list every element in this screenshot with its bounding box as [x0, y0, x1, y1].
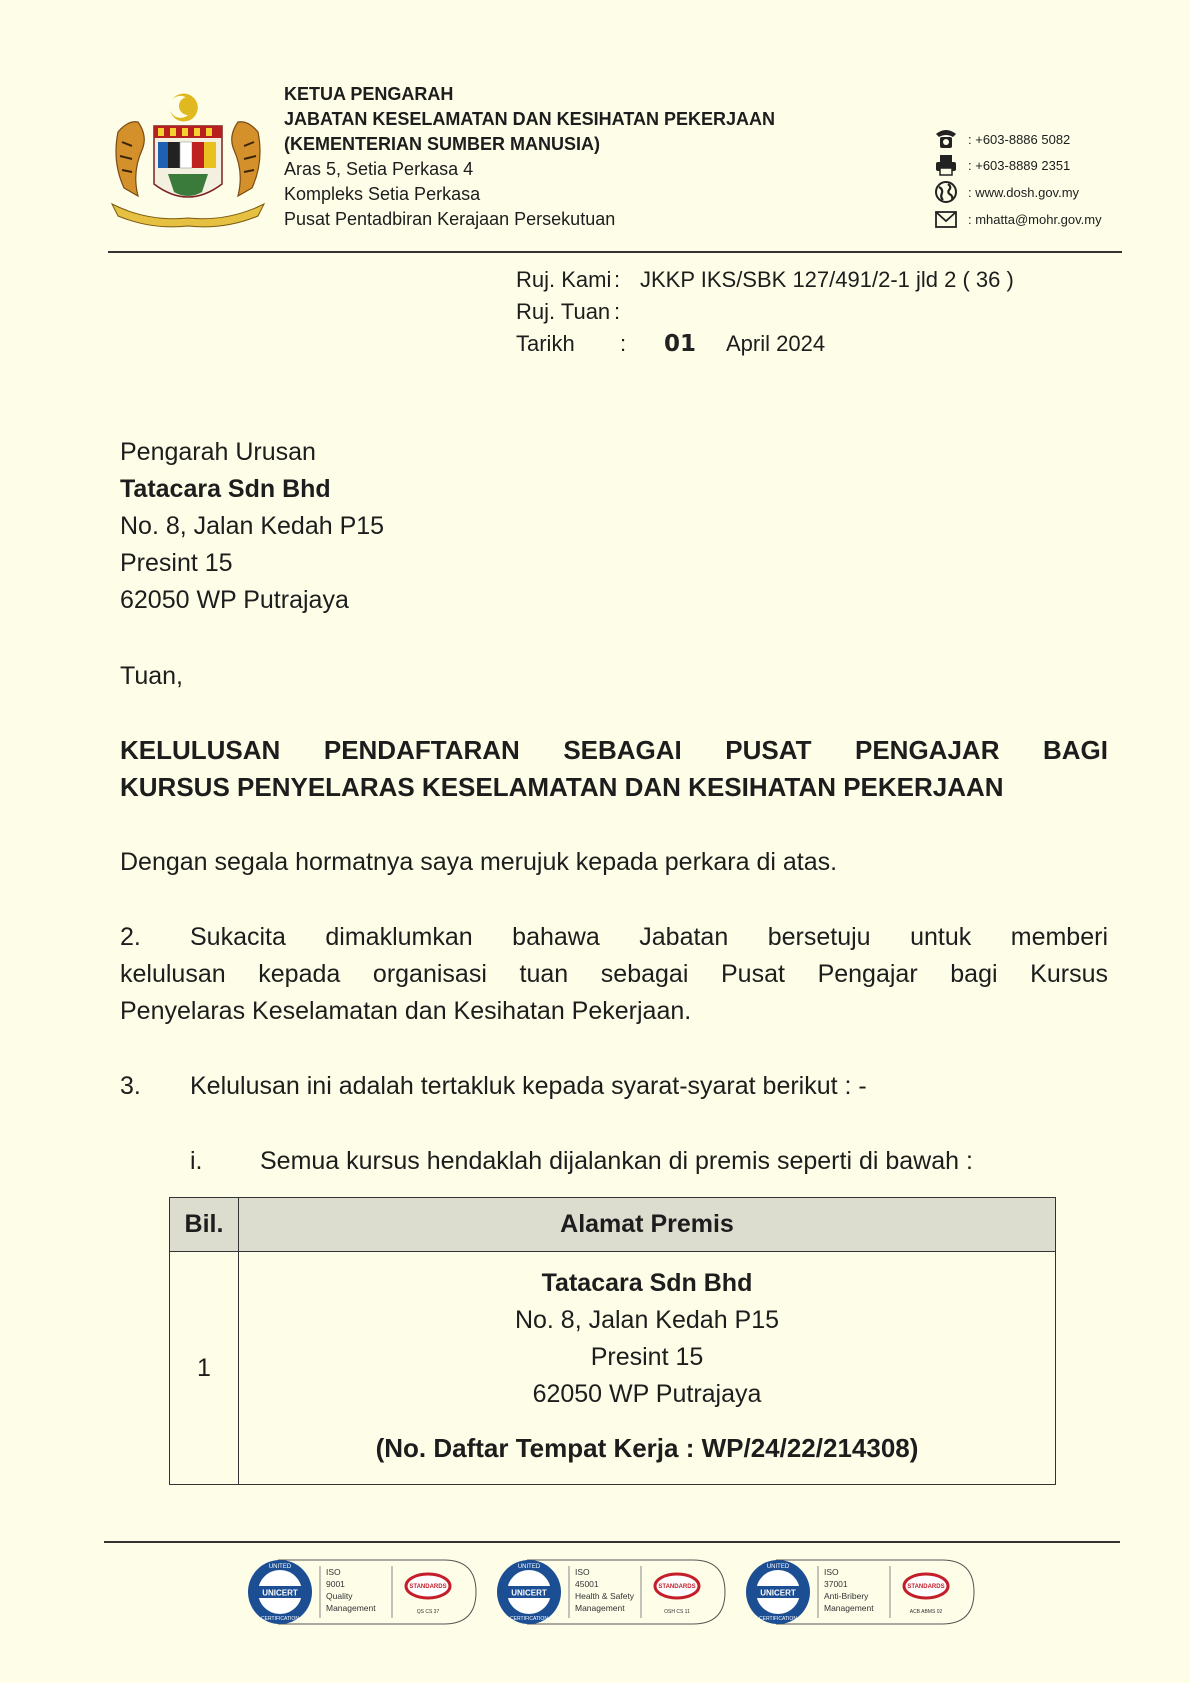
paragraph-number: 2.	[120, 923, 141, 951]
svg-text:UNICERT: UNICERT	[760, 1588, 796, 1598]
table-row	[170, 1252, 1056, 1485]
fax-icon	[934, 154, 958, 176]
contact-email	[934, 210, 1134, 232]
subject-line: KURSUS PENYELARAS KESELAMATAN DAN KESIHATAN PEKERJAAN	[120, 772, 1004, 802]
our-reference-label: Ruj. Kami	[516, 267, 612, 292]
recipient-company: Tatacara Sdn Bhd	[120, 475, 331, 503]
opening-paragraph: Dengan segala hormatnya saya merujuk kepada perkara di atas.	[120, 848, 838, 876]
recipient-address-line: Presint 15	[120, 549, 233, 577]
recipient-address	[120, 434, 384, 619]
premises-address-line: 62050 WP Putrajaya	[532, 1380, 762, 1408]
row-number: 1	[170, 1252, 239, 1485]
globe-icon	[934, 181, 958, 203]
item-number: i.	[190, 1147, 203, 1175]
premises-name: Tatacara Sdn Bhd	[541, 1269, 753, 1297]
certification-iso-45001	[493, 1558, 727, 1626]
letterhead-text	[284, 82, 775, 232]
svg-text:CERTIFICATION: CERTIFICATION	[261, 1616, 299, 1622]
table-header-row	[170, 1198, 1056, 1252]
coat-of-arms-icon	[108, 92, 268, 230]
paragraph-3	[120, 1068, 1108, 1105]
column-header-address: Alamat Premis	[239, 1198, 1056, 1252]
date-month-year: April 2024	[726, 331, 826, 356]
paragraph-3-text: Kelulusan ini adalah tertakluk kepada syarat-syarat berikut : -	[190, 1072, 867, 1100]
svg-text:CERTIFICATION: CERTIFICATION	[510, 1616, 548, 1622]
reference-block: Ruj. Kami : JKKP IKS/SBK 127/491/2-1 jld 2 ( 36 ) Ruj. Tuan : Tarikh : 01 April 2024	[516, 267, 1014, 357]
your-reference-label: Ruj. Tuan	[516, 299, 611, 324]
salutation: Tuan,	[120, 662, 184, 690]
svg-text:QS CS 37: QS CS 37	[416, 1609, 440, 1615]
paragraph-2	[120, 919, 1108, 1030]
date-label: Tarikh	[516, 331, 575, 356]
item-text: Semua kursus hendaklah dijalankan di premis seperti di bawah :	[260, 1147, 973, 1175]
certification-iso-37001	[742, 1558, 976, 1626]
phone-number: : +603-8886 5082	[968, 132, 1071, 147]
svg-text:STANDARDS: STANDARDS	[907, 1584, 945, 1590]
letterhead-address-line: Kompleks Setia Perkasa	[284, 184, 481, 204]
workplace-registration-number: (No. Daftar Tempat Kerja : WP/24/22/214308)	[375, 1433, 919, 1463]
svg-text:CERTIFICATION: CERTIFICATION	[759, 1616, 797, 1622]
svg-text:UNITED: UNITED	[517, 1564, 541, 1570]
email-address: : mhatta@mohr.gov.my	[968, 212, 1102, 227]
svg-text:STANDARDS: STANDARDS	[658, 1584, 696, 1590]
condition-item-i	[190, 1143, 1090, 1180]
letterhead-address-line: Pusat Pentadbiran Kerajaan Persekutuan	[284, 209, 616, 229]
certification-iso-9001	[244, 1558, 478, 1626]
svg-text:OSH CS 11: OSH CS 11	[664, 1609, 690, 1615]
contact-website	[934, 183, 1134, 205]
column-header-bil: Bil.	[170, 1198, 239, 1252]
svg-text:ACB ABMS 02: ACB ABMS 02	[909, 1609, 943, 1615]
iso-standard-label: ISO 9001 Quality Management	[326, 1567, 376, 1613]
subject-line: KELULUSAN PENDAFTARAN SEBAGAI PUSAT PENGAJAR BAGI	[120, 735, 1108, 765]
svg-text:UNICERT: UNICERT	[511, 1588, 547, 1598]
website-url: : www.dosh.gov.my	[968, 185, 1080, 200]
letterhead-address-line: Aras 5, Setia Perkasa 4	[284, 159, 474, 179]
paragraph-2-line: Penyelaras Keselamatan dan Kesihatan Pekerjaan.	[120, 997, 692, 1025]
premises-address-line: Presint 15	[590, 1343, 704, 1371]
fax-number: : +603-8889 2351	[968, 158, 1071, 173]
envelope-icon	[934, 208, 958, 230]
telephone-icon	[934, 128, 958, 150]
iso-standard-label: ISO 45001 Health & Safety Management	[575, 1567, 635, 1613]
svg-text:UNITED: UNITED	[766, 1564, 790, 1570]
svg-text:STANDARDS: STANDARDS	[409, 1584, 447, 1590]
paragraph-number: 3.	[120, 1072, 141, 1100]
contact-phone	[934, 130, 1134, 152]
svg-text:UNICERT: UNICERT	[262, 1588, 298, 1598]
recipient-address-line: 62050 WP Putrajaya	[120, 586, 349, 614]
iso-standard-label: ISO 37001 Anti-Bribery Management	[824, 1567, 874, 1613]
letterhead-ministry: (KEMENTERIAN SUMBER MANUSIA)	[284, 134, 600, 154]
our-reference-value: JKKP IKS/SBK 127/491/2-1 jld 2 ( 36 )	[640, 267, 1014, 292]
footer-divider	[104, 1541, 1120, 1543]
paragraph-2-line: 2. Sukacita dimaklumkan bahawa Jabatan bersetuju untuk memberi	[120, 919, 1108, 956]
header-divider	[108, 251, 1122, 253]
letterhead-department: JABATAN KESELAMATAN DAN KESIHATAN PEKERJAAN	[284, 109, 776, 129]
recipient-title: Pengarah Urusan	[120, 438, 316, 466]
date-day: 01	[664, 331, 697, 357]
premises-table	[169, 1197, 1056, 1485]
paragraph-2-line: kelulusan kepada organisasi tuan sebagai Pusat Pengajar bagi Kursus	[120, 960, 1108, 988]
recipient-address-line: No. 8, Jalan Kedah P15	[120, 512, 385, 540]
contact-fax	[934, 156, 1134, 178]
svg-text:UNITED: UNITED	[268, 1564, 292, 1570]
premises-address-cell	[239, 1252, 1056, 1485]
premises-address-line: No. 8, Jalan Kedah P15	[514, 1306, 780, 1334]
letter-subject	[120, 732, 1108, 806]
letterhead-title: KETUA PENGARAH	[284, 84, 454, 104]
